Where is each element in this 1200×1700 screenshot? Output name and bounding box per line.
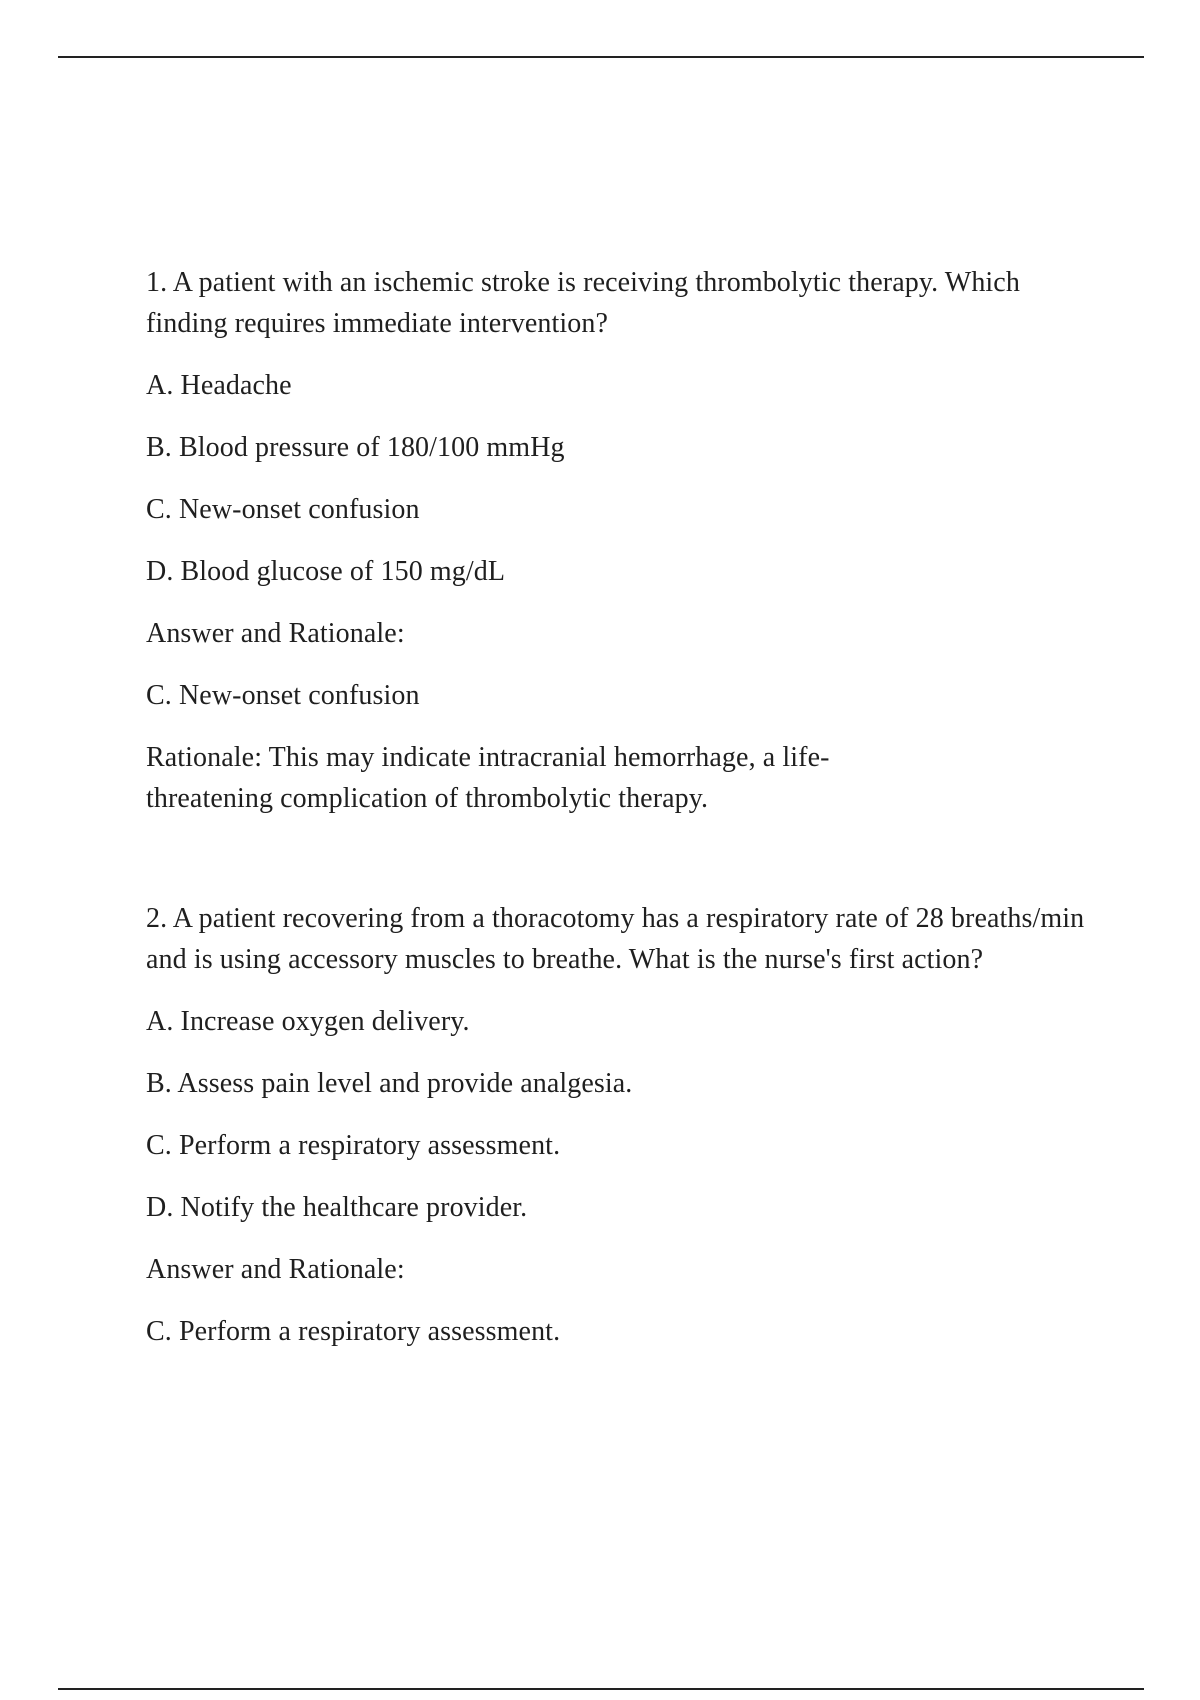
document-body [146,262,1106,1373]
question-1-text: 1. A patient with an ischemic stroke is receiving thrombolytic therapy. Which finding requires immediate intervention? [146,267,1020,339]
question-2-option-c: C. Perform a respiratory assessment. [146,1130,561,1161]
header-divider [58,56,1144,58]
question-1-rationale: Rationale: This may indicate intracranial hemorrhage, a life-threatening complication of thrombolytic therapy. [146,742,830,814]
question-2-answer-heading: Answer and Rationale: [146,1254,405,1285]
question-block-1 [146,262,1106,819]
question-1-answer-heading: Answer and Rationale: [146,618,405,649]
question-1-option-a: A. Headache [146,370,292,401]
question-1-option-c: C. New-onset confusion [146,494,420,525]
footer-divider [58,1688,1144,1690]
question-2-option-a: A. Increase oxygen delivery. [146,1006,470,1037]
question-1-option-d: D. Blood glucose of 150 mg/dL [146,556,506,587]
question-2-answer: C. Perform a respiratory assessment. [146,1316,561,1347]
question-1-answer: C. New-onset confusion [146,680,420,711]
question-1-option-b: B. Blood pressure of 180/100 mmHg [146,432,565,463]
question-2-text: 2. A patient recovering from a thoracotomy has a respiratory rate of 28 breaths/min and is using accessory muscles to breathe. What is the nurse's first action? [146,903,1085,975]
question-2-option-d: D. Notify the healthcare provider. [146,1192,528,1223]
question-block-2 [146,898,1106,1352]
question-2-option-b: B. Assess pain level and provide analgesia. [146,1068,633,1099]
